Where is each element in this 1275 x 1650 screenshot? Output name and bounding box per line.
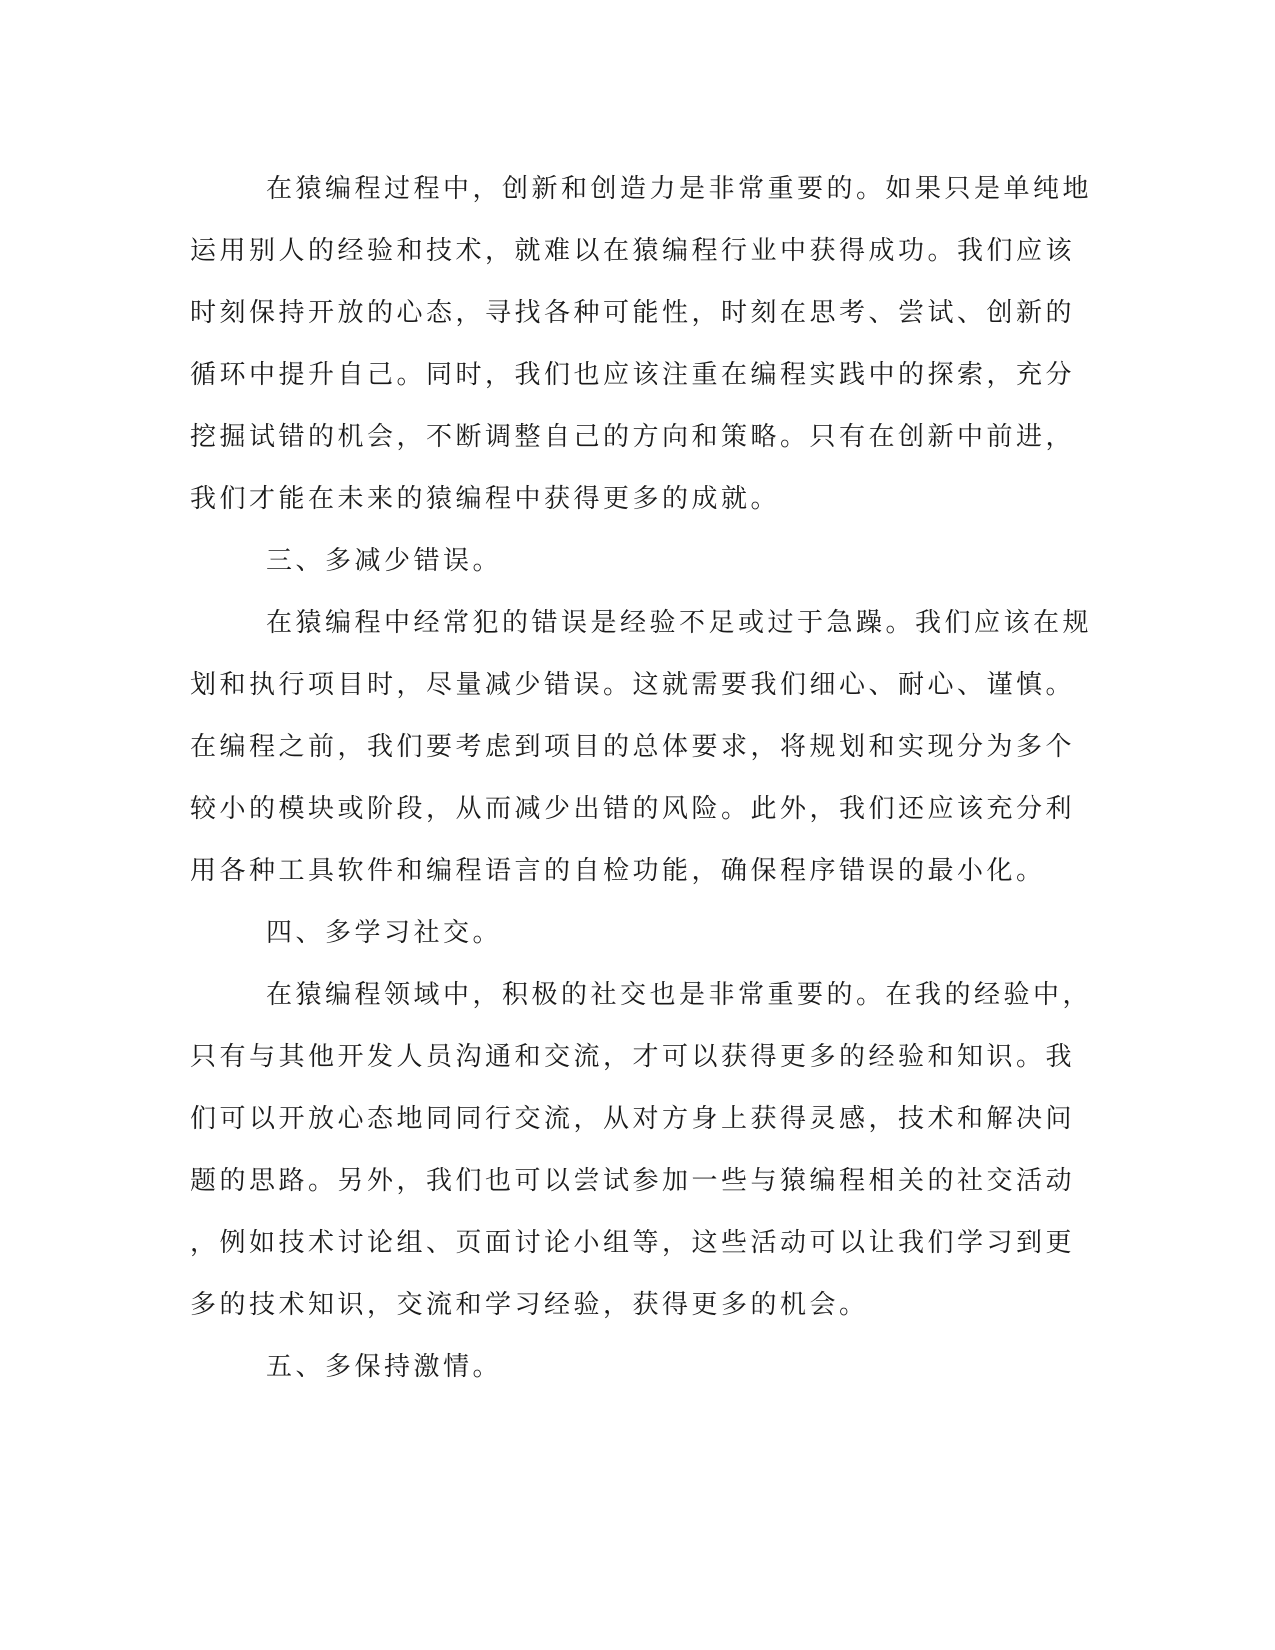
paragraph-line: 划和执行项目时，尽量减少错误。这就需要我们细心、耐心、谨慎。 (190, 670, 1076, 700)
paragraph-line: 在猿编程领域中，积极的社交也是非常重要的。在我的经验中， (266, 980, 1093, 1010)
paragraph-line: 较小的模块或阶段，从而减少出错的风险。此外，我们还应该充分利 (190, 794, 1076, 824)
section-heading: 三、多减少错误。 (266, 546, 503, 576)
paragraph-line: 在编程之前，我们要考虑到项目的总体要求，将规划和实现分为多个 (190, 732, 1076, 762)
paragraph-line: 循环中提升自己。同时，我们也应该注重在编程实践中的探索，充分 (190, 360, 1076, 390)
section-heading: 五、多保持激情。 (266, 1352, 503, 1382)
paragraph-line: 运用别人的经验和技术，就难以在猿编程行业中获得成功。我们应该 (190, 236, 1076, 266)
paragraph-line: 在猿编程中经常犯的错误是经验不足或过于急躁。我们应该在规 (266, 608, 1093, 638)
paragraph-line: 我们才能在未来的猿编程中获得更多的成就。 (190, 484, 781, 514)
paragraph-line: 用各种工具软件和编程语言的自检功能，确保程序错误的最小化。 (190, 856, 1046, 886)
paragraph-line: ，例如技术讨论组、页面讨论小组等，这些活动可以让我们学习到更 (190, 1228, 1076, 1258)
paragraph-line: 在猿编程过程中，创新和创造力是非常重要的。如果只是单纯地 (266, 174, 1093, 204)
paragraph-line: 题的思路。另外，我们也可以尝试参加一些与猿编程相关的社交活动 (190, 1166, 1076, 1196)
paragraph-line: 只有与其他开发人员沟通和交流，才可以获得更多的经验和知识。我 (190, 1042, 1076, 1072)
paragraph-line: 们可以开放心态地同同行交流，从对方身上获得灵感，技术和解决问 (190, 1104, 1076, 1134)
paragraph-line: 多的技术知识，交流和学习经验，获得更多的机会。 (190, 1290, 869, 1320)
paragraph-line: 挖掘试错的机会，不断调整自己的方向和策略。只有在创新中前进， (190, 422, 1076, 452)
section-heading: 四、多学习社交。 (266, 918, 503, 948)
document-body (190, 158, 1093, 1398)
paragraph-line: 时刻保持开放的心态，寻找各种可能性，时刻在思考、尝试、创新的 (190, 298, 1076, 328)
